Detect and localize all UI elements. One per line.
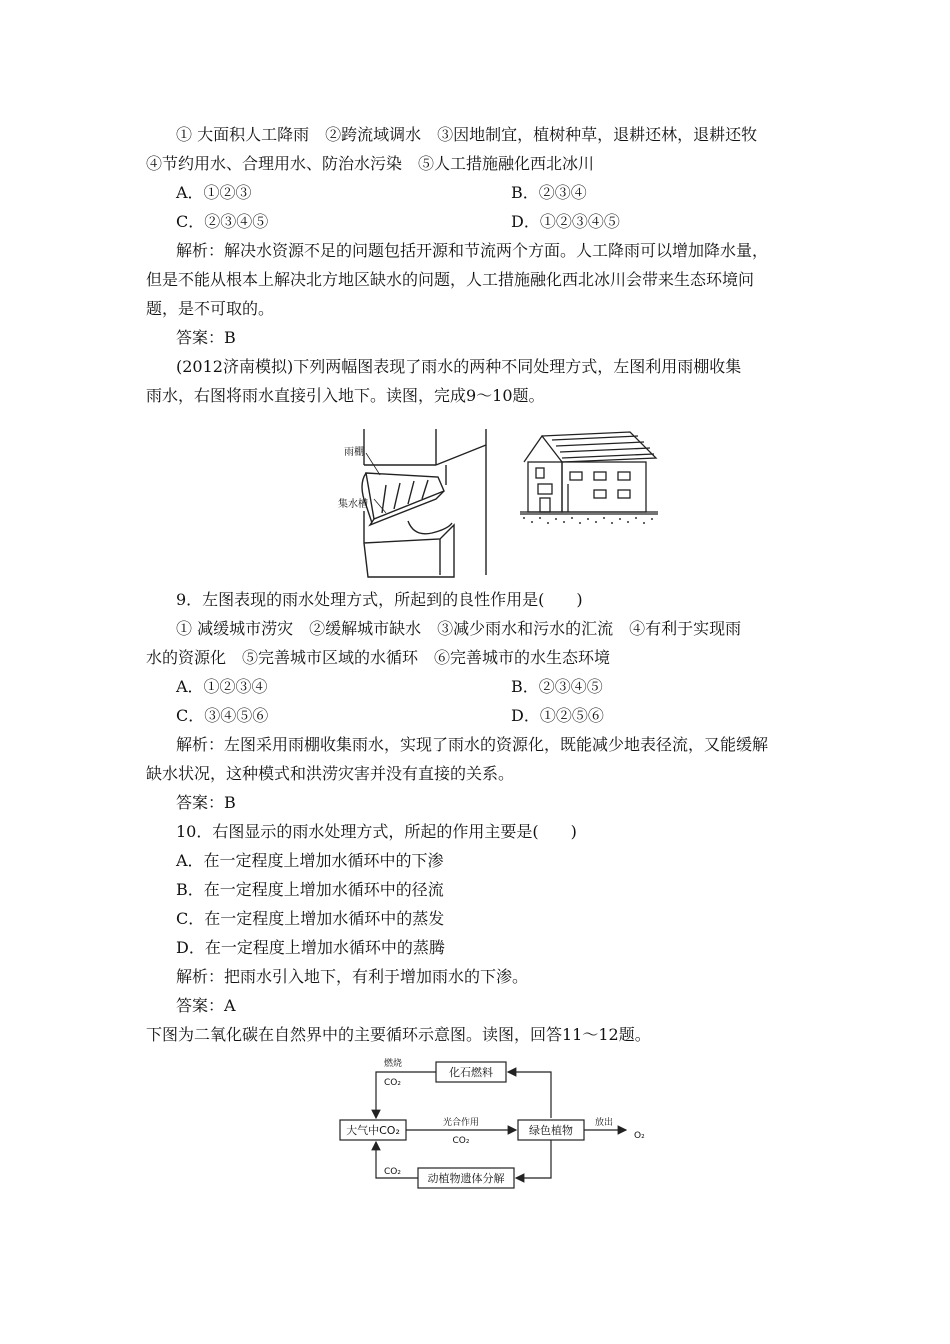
q9-items-line-2: 水的资源化 ⑤完善城市区域的水循环 ⑥完善城市的水生态环境 (146, 648, 611, 667)
q10-analysis: 解析：把雨水引入地下，有利于增加雨水的下渗。 (176, 967, 529, 986)
rain-shed-figure (336, 425, 496, 585)
intro-9-10-line-2: 雨水，右图将雨水直接引入地下。读图，完成9～10题。 (146, 386, 545, 405)
q10-answer: 答案：A (176, 996, 236, 1015)
q9-answer: 答案：B (176, 793, 236, 812)
q8-answer: 答案：B (176, 328, 236, 347)
label-burning: 燃烧 (384, 1059, 403, 1069)
q10-option-b: B．在一定程度上增加水循环中的径流 (176, 880, 444, 899)
q10-option-c: C．在一定程度上增加水循环中的蒸发 (176, 909, 445, 928)
q8-items-line-1: ① 大面积人工降雨 ②跨流域调水 ③因地制宜，植树种草，退耕还林，退耕还牧 (176, 125, 758, 144)
intro-11-12: 下图为二氧化碳在自然界中的主要循环示意图。读图，回答11～12题。 (146, 1025, 651, 1044)
house-figure (518, 428, 660, 528)
q10-stem: 10．右图显示的雨水处理方式，所起的作用主要是( ) (176, 822, 577, 841)
q8-option-c: C．②③④⑤ (176, 212, 269, 231)
q8-analysis-line-1: 解析：解决水资源不足的问题包括开源和节流两个方面。人工降雨可以增加降水量， (176, 241, 769, 260)
label-photosynthesis: 光合作用 (442, 1118, 480, 1128)
label-burning-co2: CO₂ (384, 1078, 401, 1088)
q8-option-d: D．①②③④⑤ (511, 212, 620, 231)
label-collection-trough: 集水槽 (338, 499, 368, 510)
label-rain-shed: 雨棚 (344, 447, 364, 458)
q9-option-b: B．②③④⑤ (511, 677, 603, 696)
label-o2: O₂ (634, 1131, 645, 1141)
label-release: 放出 (594, 1118, 614, 1128)
q10-option-d: D．在一定程度上增加水循环中的蒸腾 (176, 938, 445, 957)
label-decomposition-co2: CO₂ (384, 1167, 401, 1177)
label-fossil-fuel: 化石燃料 (449, 1066, 493, 1079)
q9-items-line-1: ① 减缓城市涝灾 ②缓解城市缺水 ③减少雨水和污水的汇流 ④有利于实现雨 (176, 619, 742, 638)
q8-option-a: A．①②③ (176, 183, 252, 202)
q10-option-a: A．在一定程度上增加水循环中的下渗 (176, 851, 444, 870)
label-green-plants: 绿色植物 (529, 1124, 573, 1137)
q9-option-a: A．①②③④ (176, 677, 268, 696)
q8-option-b: B．②③④ (511, 183, 587, 202)
label-photosynthesis-co2: CO₂ (452, 1136, 470, 1146)
q8-items-line-2: ④节约用水、合理用水、防治水污染 ⑤人工措施融化西北冰川 (146, 154, 595, 173)
q9-option-c: C．③④⑤⑥ (176, 706, 269, 725)
intro-9-10-line-1: (2012济南模拟)下列两幅图表现了雨水的两种不同处理方式，左图利用雨棚收集 (176, 357, 742, 376)
label-atmosphere-co2: 大气中CO₂ (346, 1124, 400, 1137)
q9-stem: 9．左图表现的雨水处理方式，所起到的良性作用是( ) (176, 590, 583, 609)
label-decomposition: 动植物遗体分解 (427, 1172, 505, 1185)
q9-analysis-line-1: 解析：左图采用雨棚收集雨水，实现了雨水的资源化，既能减少地表径流，又能缓解 (176, 735, 769, 754)
q8-analysis-line-2: 但是不能从根本上解决北方地区缺水的问题，人工措施融化西北冰川会带来生态环境问 (146, 270, 755, 289)
q8-analysis-line-3: 题，是不可取的。 (146, 299, 275, 318)
q9-option-d: D．①②⑤⑥ (511, 706, 604, 725)
carbon-cycle-diagram (336, 1052, 666, 1192)
q9-analysis-line-2: 缺水状况，这种模式和洪涝灾害并没有直接的关系。 (146, 764, 515, 783)
